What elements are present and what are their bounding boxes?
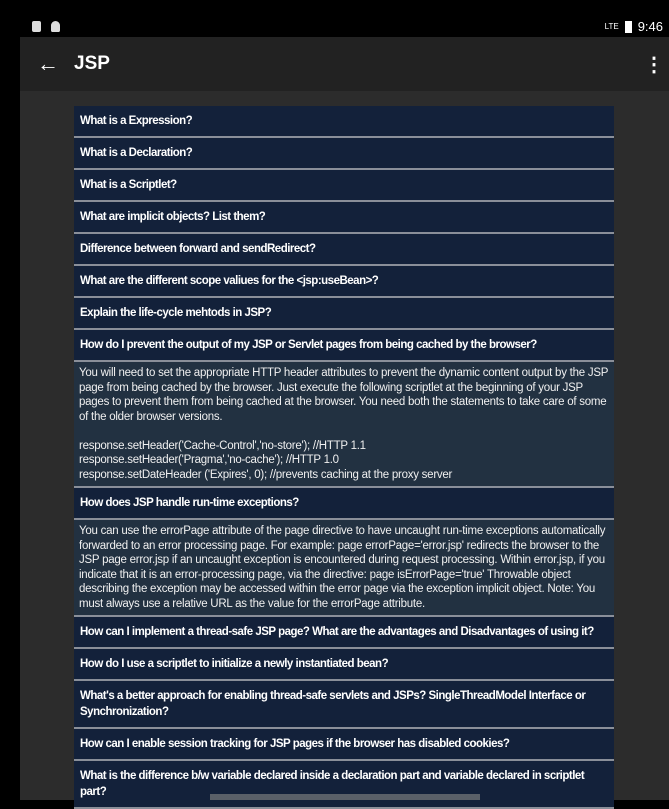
back-arrow-icon[interactable]: ← [37, 51, 59, 76]
answer-text: You can use the errorPage attribute of the page directive to have uncaught run-time exceptions automatically forwarded to an error processing page. For example: page errorPage='error.jsp' redirects the browser to the JSP page error.jsp if an uncaught exception is encountered during request processing. Within error.jsp, if you indicate that it is an error-processing page, via the directive: page isErrorPage='true' Throwable object describing the exception may be accessed within the error page via the exception implicit object. Note: You must always use a relative URL as the value for the errorPage attribute. [74, 520, 614, 617]
question-item[interactable]: How do I prevent the output of my JSP or Servlet pages from being cached by the browser? [74, 330, 614, 362]
question-item[interactable]: What is a Expression? [74, 106, 614, 138]
status-bar [20, 16, 669, 37]
faq-list[interactable] [74, 106, 614, 809]
question-item[interactable]: What are the different scope valiues for the <jsp:useBean>? [74, 266, 614, 298]
question-item[interactable]: How can I implement a thread-safe JSP page? What are the advantages and Disadvantages of using it? [74, 617, 614, 649]
question-item[interactable]: What is a Declaration? [74, 138, 614, 170]
app-window [20, 16, 669, 800]
scroll-indicator [210, 794, 480, 800]
question-item[interactable]: What is a Scriptlet? [74, 170, 614, 202]
page-title: JSP [74, 53, 110, 74]
clock: 9:46 [637, 19, 663, 34]
battery-charging-icon [625, 21, 632, 33]
question-item[interactable]: What are implicit objects? List them? [74, 202, 614, 234]
sd-card-icon [32, 21, 41, 32]
question-item[interactable]: Difference between forward and sendRedirect? [74, 234, 614, 266]
question-item[interactable]: How do I use a scriptlet to initialize a newly instantiated bean? [74, 649, 614, 681]
toolbar [20, 37, 669, 91]
question-item[interactable]: How does JSP handle run-time exceptions? [74, 488, 614, 520]
question-item[interactable]: What is the difference b/w variable declared inside a declaration part and variable declared in scriptlet part? [74, 761, 614, 809]
signal-icon: LTE [604, 22, 619, 31]
question-item[interactable]: How can I enable session tracking for JSP pages if the browser has disabled cookies? [74, 729, 614, 761]
answer-text: You will need to set the appropriate HTTP header attributes to prevent the dynamic content output by the JSP page from being cached by the browser. Just execute the following scriptlet at the beginning of your JSP pages to prevent them from being cached at the browser. You need both the statements to take care of some of the older browser versions. response.setHeader('Cache-Control','no-store'); //HTTP 1.1 response.setHeader('Pragma','no-cache'); //HTTP 1.0 response.setDateHeader ('Expires', 0); //prevents caching at the proxy server [74, 362, 614, 488]
android-icon [51, 21, 60, 32]
question-item[interactable]: What's a better approach for enabling thread-safe servlets and JSPs? SingleThreadModel Interface or Synchronization? [74, 681, 614, 729]
question-item[interactable]: Explain the life-cycle mehtods in JSP? [74, 298, 614, 330]
more-vert-icon[interactable]: ⋮ [644, 53, 664, 76]
